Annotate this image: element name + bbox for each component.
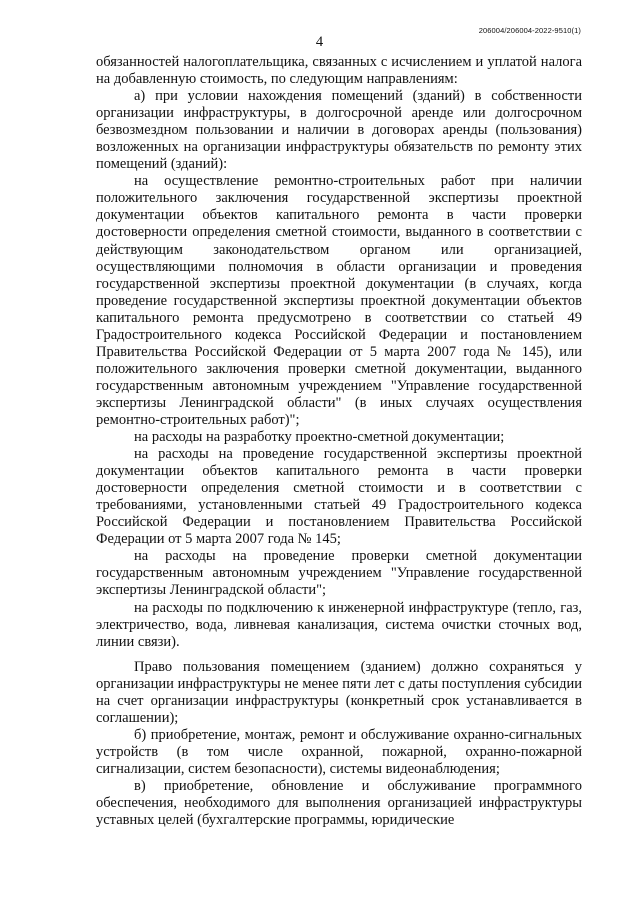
- paragraph-engineering-connection: на расходы по подключению к инженерной инфраструктуре (тепло, газ, электричество, вода, ливневая канализация, система очистки сточных вод, линии связи).: [96, 599, 582, 650]
- paragraph-state-expertise: на расходы на проведение государственной экспертизы проектной документации объектов капитального ремонта в части проверки достоверности определения сметной стоимости и в соответствии с требованиями, установленными статьей 49 Градостроительного кодекса Российской Федерации и постановлением Правительства Российской Федерации от 5 марта 2007 года № 145;: [96, 446, 582, 548]
- paragraph-usage-right: Право пользования помещением (зданием) должно сохраняться у организации инфраструктуры не менее пяти лет с даты поступления субсидии на счет организации инфраструктуры (конкретный срок устанавливается в соглашении);: [96, 658, 582, 726]
- paragraph-item-b: б) приобретение, монтаж, ремонт и обслуживание охранно-сигнальных устройств (в том числе охранной, пожарной, охранно-пожарной сигнализации, систем безопасности), системы видеонаблюдения;: [96, 726, 582, 777]
- paragraph-item-v: в) приобретение, обновление и обслуживание программного обеспечения, необходимого для выполнения организацией инфраструктуры уставных целей (бухгалтерские программы, юридические: [96, 777, 582, 829]
- paragraph-design-docs: на расходы на разработку проектно-сметной документации;: [134, 429, 505, 446]
- paragraph-estimate-check: на расходы на проведение проверки сметной документации государственным автономным учреждением "Управление государственной экспертизы Ленинградской области";: [96, 548, 582, 599]
- paragraph-continuation: обязанностей налогоплательщика, связанных с исчислением и уплатой налога на добавленную стоимость, по следующим направлениям:: [96, 54, 582, 88]
- paragraph-item-a: а) при условии нахождения помещений (зданий) в собственности организации инфраструктуры, в долгосрочной аренде или долгосрочном безвозмездном пользовании и наличии в договорах аренды (пользования) возложенных на организации инфраструктуры обязательств по ремонту этих помещений (зданий):: [96, 88, 582, 173]
- paragraph-repair-works: на осуществление ремонтно-строительных работ при наличии положительного заключения государственной экспертизы проектной документации объектов капитального ремонта в части проверки достоверности определения сметной стоимости, выданного в соответствии с действующим законодательством органом или организацией, осуществляющими полномочия в области организации и проведения государственной экспертизы проектной документации (в случаях, когда проведение государственной экспертизы проектной документации объектов капитального ремонта предусмотрено в соответствии со статьей 49 Градостроительного кодекса Российской Федерации и постановлением Правительства Российской Федерации от 5 марта 2007 года № 145), или положительного заключения проверки сметной документации, выданного государственным автономным учреждением "Управление государственной экспертизы Ленинградской области" (в иных случаях осуществления ремонтно-строительных работ)";: [96, 173, 582, 428]
- document-body: [96, 54, 582, 829]
- document-id: 206004/206004-2022-9510(1): [478, 26, 581, 35]
- page-number: 4: [315, 34, 324, 50]
